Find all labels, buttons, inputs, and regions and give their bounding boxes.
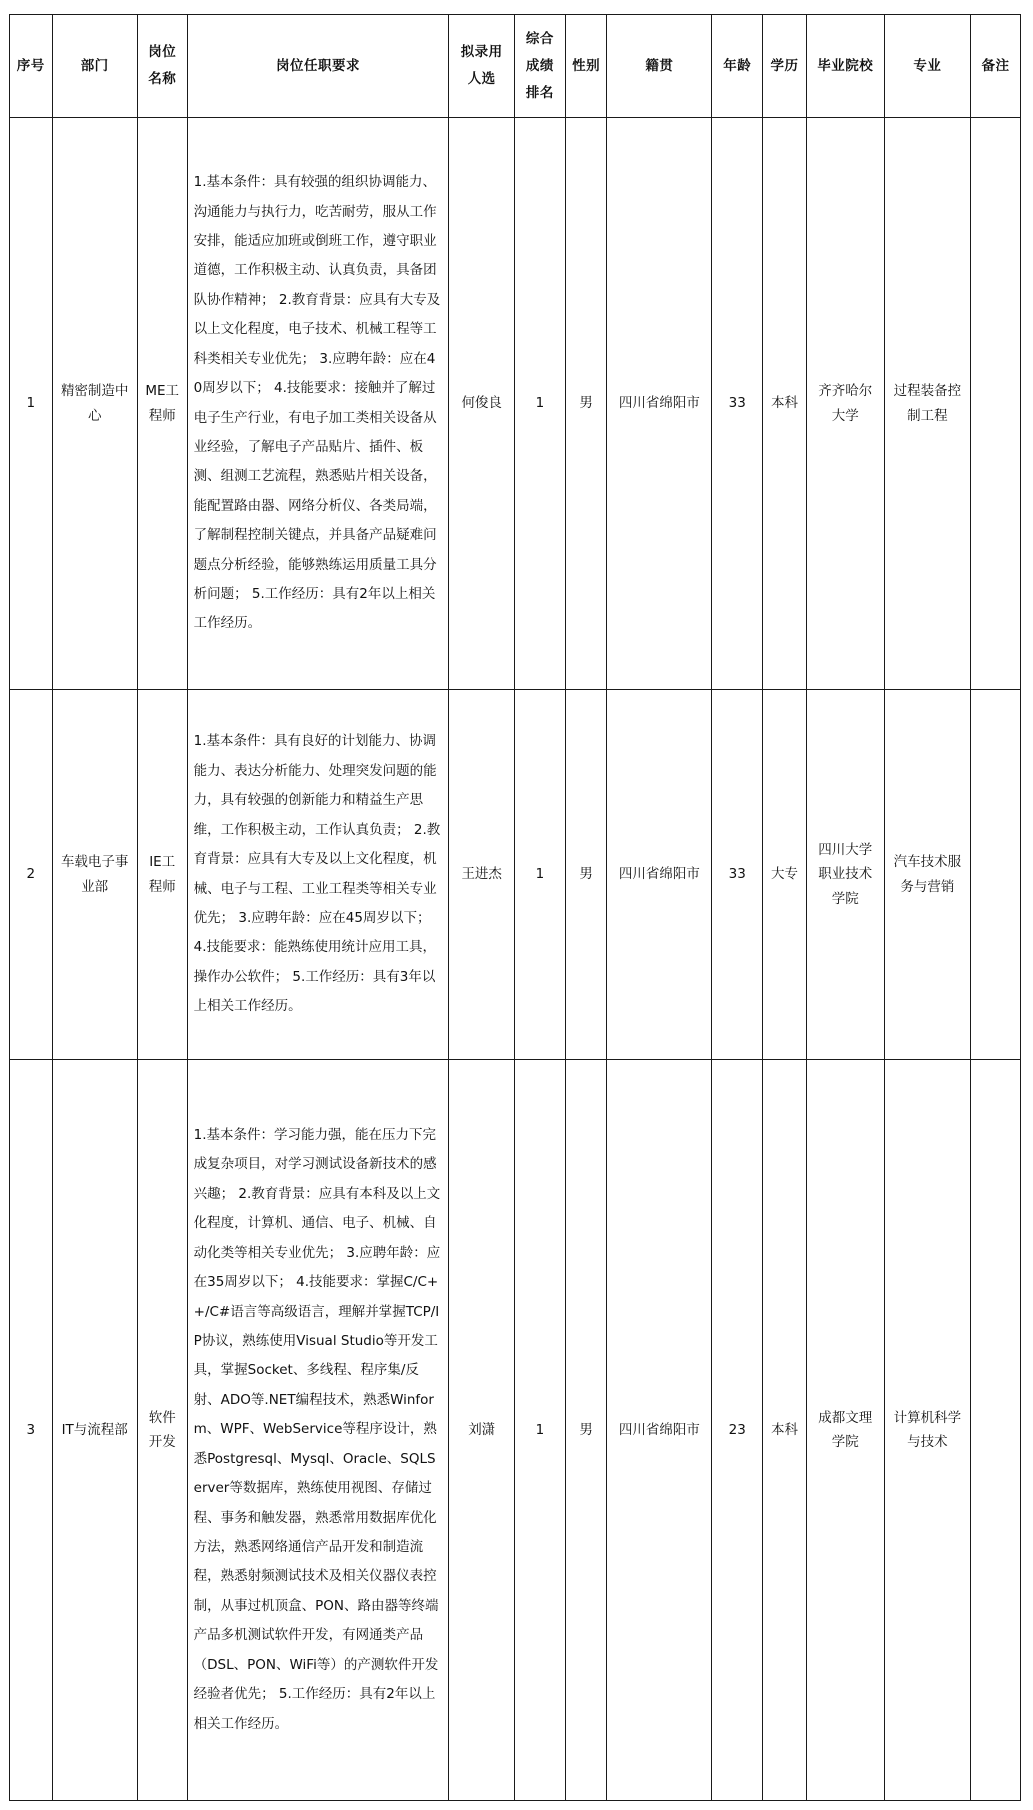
header-origin: 籍贯	[607, 15, 712, 118]
header-major: 专业	[884, 15, 970, 118]
header-remark: 备注	[971, 15, 1021, 118]
cell-origin: 四川省绵阳市	[607, 690, 712, 1060]
cell-major: 汽车技术服务与营销	[884, 690, 970, 1060]
cell-gender: 男	[565, 1060, 607, 1801]
cell-rank: 1	[514, 118, 565, 690]
cell-position: IE工程师	[137, 690, 187, 1060]
header-candidate: 拟录用人选	[449, 15, 514, 118]
cell-dept: IT与流程部	[52, 1060, 137, 1801]
cell-seq: 3	[10, 1060, 53, 1801]
header-degree: 学历	[763, 15, 807, 118]
header-school: 毕业院校	[806, 15, 884, 118]
cell-school: 齐齐哈尔大学	[806, 118, 884, 690]
recruitment-table	[9, 14, 1021, 1801]
cell-position: 软件开发	[137, 1060, 187, 1801]
cell-school: 成都文理学院	[806, 1060, 884, 1801]
cell-gender: 男	[565, 118, 607, 690]
cell-origin: 四川省绵阳市	[607, 118, 712, 690]
cell-origin: 四川省绵阳市	[607, 1060, 712, 1801]
cell-age: 33	[712, 118, 763, 690]
table-row	[10, 1060, 1021, 1801]
cell-school: 四川大学职业技术学院	[806, 690, 884, 1060]
header-seq: 序号	[10, 15, 53, 118]
cell-position: ME工程师	[137, 118, 187, 690]
cell-candidate: 王进杰	[449, 690, 514, 1060]
cell-gender: 男	[565, 690, 607, 1060]
cell-remark	[971, 690, 1021, 1060]
cell-requirements: 1.基本条件：学习能力强，能在压力下完成复杂项目，对学习测试设备新技术的感兴趣； 2.教育背景：应具有本科及以上文化程度，计算机、通信、电子、机械、自动化类等相关专业优先； 3.应聘年龄：应在35周岁以下； 4.技能要求：掌握C/C++/C#语言等高级语言，理解并掌握TCP/IP协议，熟练使用Visual Studio等开发工具，掌握Socket、多线程、程序集/反射、ADO等.NET编程技术，熟悉Winform、WPF、WebService等程序设计，熟悉Postgresql、Mysql、Oracle、SQLServer等数据库，熟练使用视图、存储过程、事务和触发器，熟悉常用数据库优化方法，熟悉网络通信产品开发和制造流程，熟悉射频测试技术及相关仪器仪表控制，从事过机顶盒、PON、路由器等终端产品多机测试软件开发，有网通类产品（DSL、PON、WiFi等）的产测软件开发经验者优先； 5.工作经历：具有2年以上相关工作经历。	[187, 1060, 449, 1801]
header-dept: 部门	[52, 15, 137, 118]
cell-major: 过程装备控制工程	[884, 118, 970, 690]
cell-rank: 1	[514, 690, 565, 1060]
cell-seq: 1	[10, 118, 53, 690]
header-row	[10, 15, 1021, 118]
cell-degree: 本科	[763, 1060, 807, 1801]
header-gender: 性别	[565, 15, 607, 118]
cell-degree: 大专	[763, 690, 807, 1060]
cell-candidate: 何俊良	[449, 118, 514, 690]
cell-requirements: 1.基本条件：具有较强的组织协调能力、沟通能力与执行力，吃苦耐劳，服从工作安排，能适应加班或倒班工作，遵守职业道德，工作积极主动、认真负责，具备团队协作精神； 2.教育背景：应具有大专及以上文化程度，电子技术、机械工程等工科类相关专业优先； 3.应聘年龄：应在40周岁以下； 4.技能要求：接触并了解过电子生产行业，有电子加工类相关设备从业经验，了解电子产品贴片、插件、板测、组测工艺流程，熟悉贴片相关设备，能配置路由器、网络分析仪、各类局端，了解制程控制关键点，并具备产品疑难问题点分析经验，能够熟练运用质量工具分析问题； 5.工作经历：具有2年以上相关工作经历。	[187, 118, 449, 690]
cell-seq: 2	[10, 690, 53, 1060]
table-row	[10, 118, 1021, 690]
cell-age: 23	[712, 1060, 763, 1801]
header-age: 年龄	[712, 15, 763, 118]
cell-major: 计算机科学与技术	[884, 1060, 970, 1801]
cell-degree: 本科	[763, 118, 807, 690]
header-rank: 综合成绩排名	[514, 15, 565, 118]
cell-dept: 车载电子事业部	[52, 690, 137, 1060]
cell-rank: 1	[514, 1060, 565, 1801]
header-position: 岗位名称	[137, 15, 187, 118]
cell-remark	[971, 118, 1021, 690]
cell-candidate: 刘潇	[449, 1060, 514, 1801]
cell-remark	[971, 1060, 1021, 1801]
header-requirements: 岗位任职要求	[187, 15, 449, 118]
table-row	[10, 690, 1021, 1060]
cell-age: 33	[712, 690, 763, 1060]
cell-requirements: 1.基本条件：具有良好的计划能力、协调能力、表达分析能力、处理突发问题的能力，具有较强的创新能力和精益生产思维，工作积极主动，工作认真负责； 2.教育背景：应具有大专及以上文化程度，机械、电子与工程、工业工程类等相关专业优先； 3.应聘年龄：应在45周岁以下； 4.技能要求：能熟练使用统计应用工具，操作办公软件； 5.工作经历：具有3年以上相关工作经历。	[187, 690, 449, 1060]
cell-dept: 精密制造中心	[52, 118, 137, 690]
